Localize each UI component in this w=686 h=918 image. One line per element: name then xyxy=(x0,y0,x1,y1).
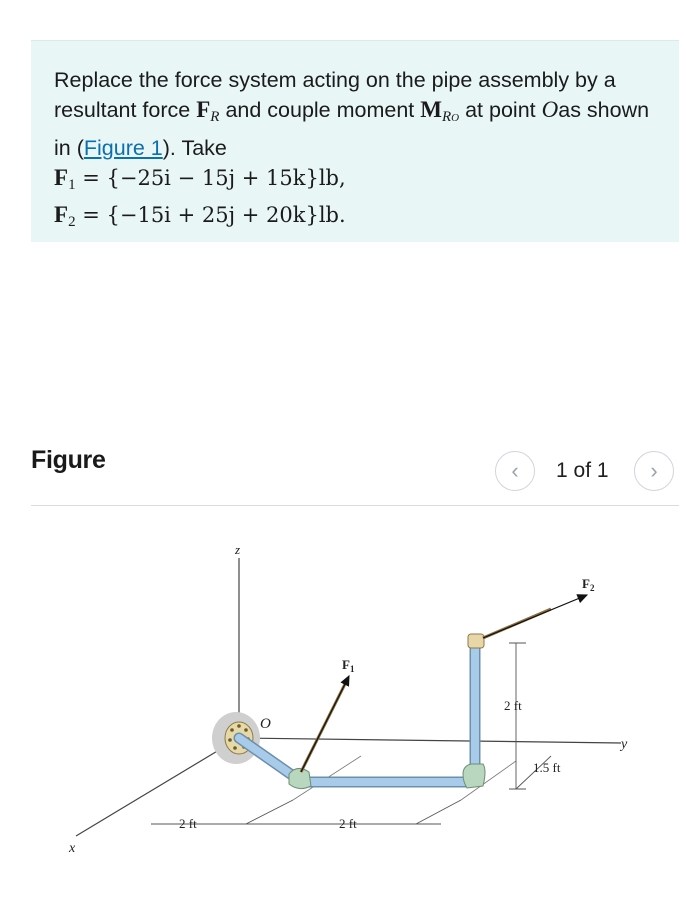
force-2-arrow xyxy=(483,595,587,638)
problem-text-part: as shown in ( xyxy=(54,98,650,160)
force-1-arrow xyxy=(301,676,349,772)
problem-text xyxy=(54,65,664,237)
z-axis-label: z xyxy=(235,542,241,557)
problem-text-part: at point xyxy=(465,98,536,122)
y-axis-label: y xyxy=(621,737,628,752)
point-o-symbol: O xyxy=(541,97,559,122)
force-2-label: $F_2$ xyxy=(582,576,595,593)
figure-pager: 1 of 1 xyxy=(556,459,609,482)
x-axis-label: x xyxy=(69,841,76,856)
figure-link[interactable]: Figure 1 xyxy=(83,136,163,160)
pipe-cap xyxy=(468,634,484,648)
x-axis xyxy=(76,738,239,836)
chevron-left-icon: ‹ xyxy=(511,458,519,483)
chevron-right-icon: › xyxy=(650,458,658,483)
dimension-2ft-height: 2 ft xyxy=(504,698,522,713)
force-1-label: $F_1$ xyxy=(342,657,355,674)
problem-text-part: ). Take xyxy=(162,136,227,160)
pipe-assembly-diagram xyxy=(31,506,679,906)
dimension-1-5ft: 1.5 ft xyxy=(533,760,561,775)
equation-f1: $F_1 = \{-25i - 15j + 15k\}lb$, xyxy=(54,165,346,193)
pipe-assembly-figure xyxy=(31,506,679,906)
dimension-2ft-middle: 2 ft xyxy=(339,816,357,831)
elbow-2 xyxy=(463,764,485,788)
mro-symbol: $M_{RO}$ xyxy=(420,97,460,125)
problem-statement-box xyxy=(31,40,679,242)
pipe xyxy=(239,646,475,782)
figure-heading: Figure xyxy=(31,446,106,474)
equation-f2: $F_2 = \{-15i + 25j + 20k\}lb$. xyxy=(54,202,346,230)
fr-symbol: $F_R$ xyxy=(196,97,220,125)
previous-figure-button[interactable] xyxy=(495,451,535,491)
problem-text-part: and couple moment xyxy=(225,98,415,122)
y-axis xyxy=(239,738,621,743)
point-o-label: O xyxy=(260,716,271,732)
next-figure-button[interactable] xyxy=(634,451,674,491)
dimension-2ft-left: 2 ft xyxy=(179,816,197,831)
problem-text-part: Replace the force system acting on the pipe assembly by a resultant force xyxy=(54,68,616,122)
